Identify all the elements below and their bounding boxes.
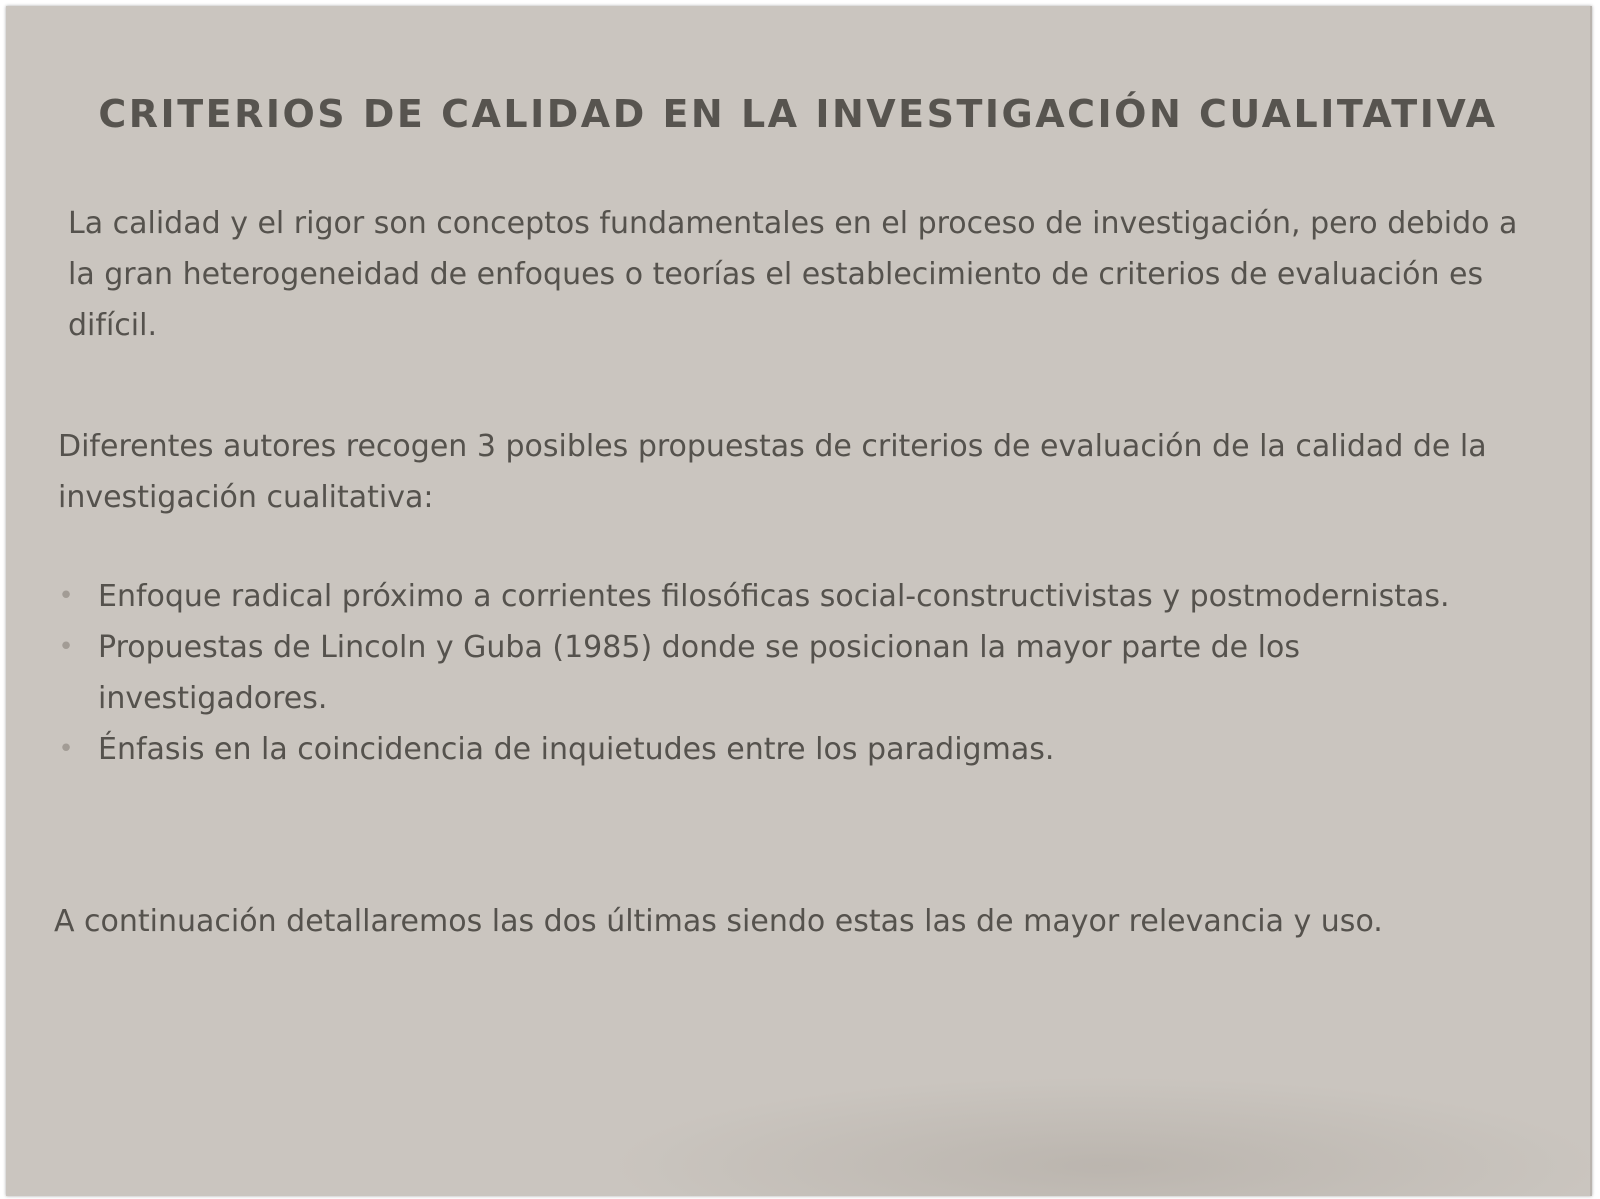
intro-paragraph: La calidad y el rigor son conceptos fundamentales en el proceso de investigación, pero debido a la gran heterogeneidad de enfoques o teorías el establecimiento de criterios de evaluación es difícil. (68, 206, 1518, 343)
list-item (58, 724, 1518, 775)
list-item-text: Enfoque radical próximo a corrientes filosóficas social-constructivistas y postmodernistas. (98, 579, 1450, 614)
criteria-list (58, 571, 1518, 775)
bullet-icon: • (58, 581, 74, 611)
lead-paragraph: Diferentes autores recogen 3 posibles propuestas de criterios de evaluación de la calidad de la investigación cualitativa: (58, 429, 1487, 515)
list-item-text: Énfasis en la coincidencia de inquietudes entre los paradigmas. (98, 732, 1055, 767)
list-item (58, 622, 1518, 724)
slide-title: CRITERIOS DE CALIDAD EN LA INVESTIGACIÓN CUALITATIVA (98, 92, 1498, 136)
slide (6, 6, 1592, 1196)
closing-paragraph: A continuación detallaremos las dos últimas siendo estas las de mayor relevancia y uso. (54, 904, 1383, 939)
list-item-text: Propuestas de Lincoln y Guba (1985) donde se posicionan la mayor parte de los investigadores. (98, 630, 1300, 716)
background-vignette (606, 1076, 1592, 1196)
list-item (58, 571, 1518, 622)
bullet-icon: • (58, 632, 74, 662)
bullet-icon: • (58, 734, 74, 764)
